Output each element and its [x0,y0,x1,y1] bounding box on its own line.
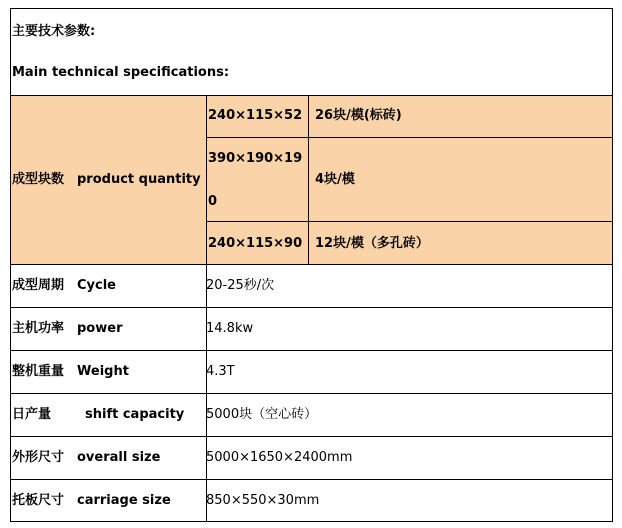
quantity-size-2a: 390×190×19 [208,151,303,166]
spec-value-2: 14.8kw [206,321,254,336]
title-en: Main technical specifications: [12,65,230,80]
quantity-size-2b: 0 [208,194,218,209]
spec-label-cn-1: 成型周期 [12,278,65,293]
spec-value-4: 5000块（空心砖） [206,407,318,422]
spec-value-cell-3 [206,350,613,394]
spec-label-en-1: Cycle [77,278,116,293]
spec-value-cell-2 [206,307,613,351]
title-cn: 主要技术参数: [12,24,96,39]
quantity-value-1: 26块/模(标砖) [315,108,402,123]
spec-table [10,8,613,522]
spec-label-en-2: power [77,321,123,336]
spec-label-en-3: Weight [77,364,129,379]
spec-label-cn-6: 托板尺寸 [12,493,65,508]
quantity-size-3: 240×115×90 [208,236,303,251]
quantity-size-1: 240×115×52 [208,108,303,123]
quantity-label-cn: 成型块数 [12,172,65,187]
spec-label-cn-3: 整机重量 [12,364,65,379]
quantity-value-3: 12块/模（多孔砖） [315,236,429,251]
quantity-label-en: product quantity [77,172,201,187]
spec-label-en-6: carriage size [77,493,171,508]
quantity-value-2: 4块/模 [315,172,355,187]
spec-label-en-5: overall size [77,450,161,465]
spec-value-6: 850×550×30mm [206,493,320,508]
spec-label-cn-2: 主机功率 [12,321,65,336]
quantity-size-cell-2 [206,137,309,222]
spec-value-5: 5000×1650×2400mm [206,450,353,465]
spec-value-3: 4.3T [206,364,235,379]
spec-label-cn-5: 外形尺寸 [12,450,65,465]
spec-label-en-4: shift capacity [85,407,185,422]
spec-value-1: 20-25秒/次 [206,278,275,293]
header-cell [10,8,613,96]
spec-label-cn-4: 日产量 [12,407,52,422]
